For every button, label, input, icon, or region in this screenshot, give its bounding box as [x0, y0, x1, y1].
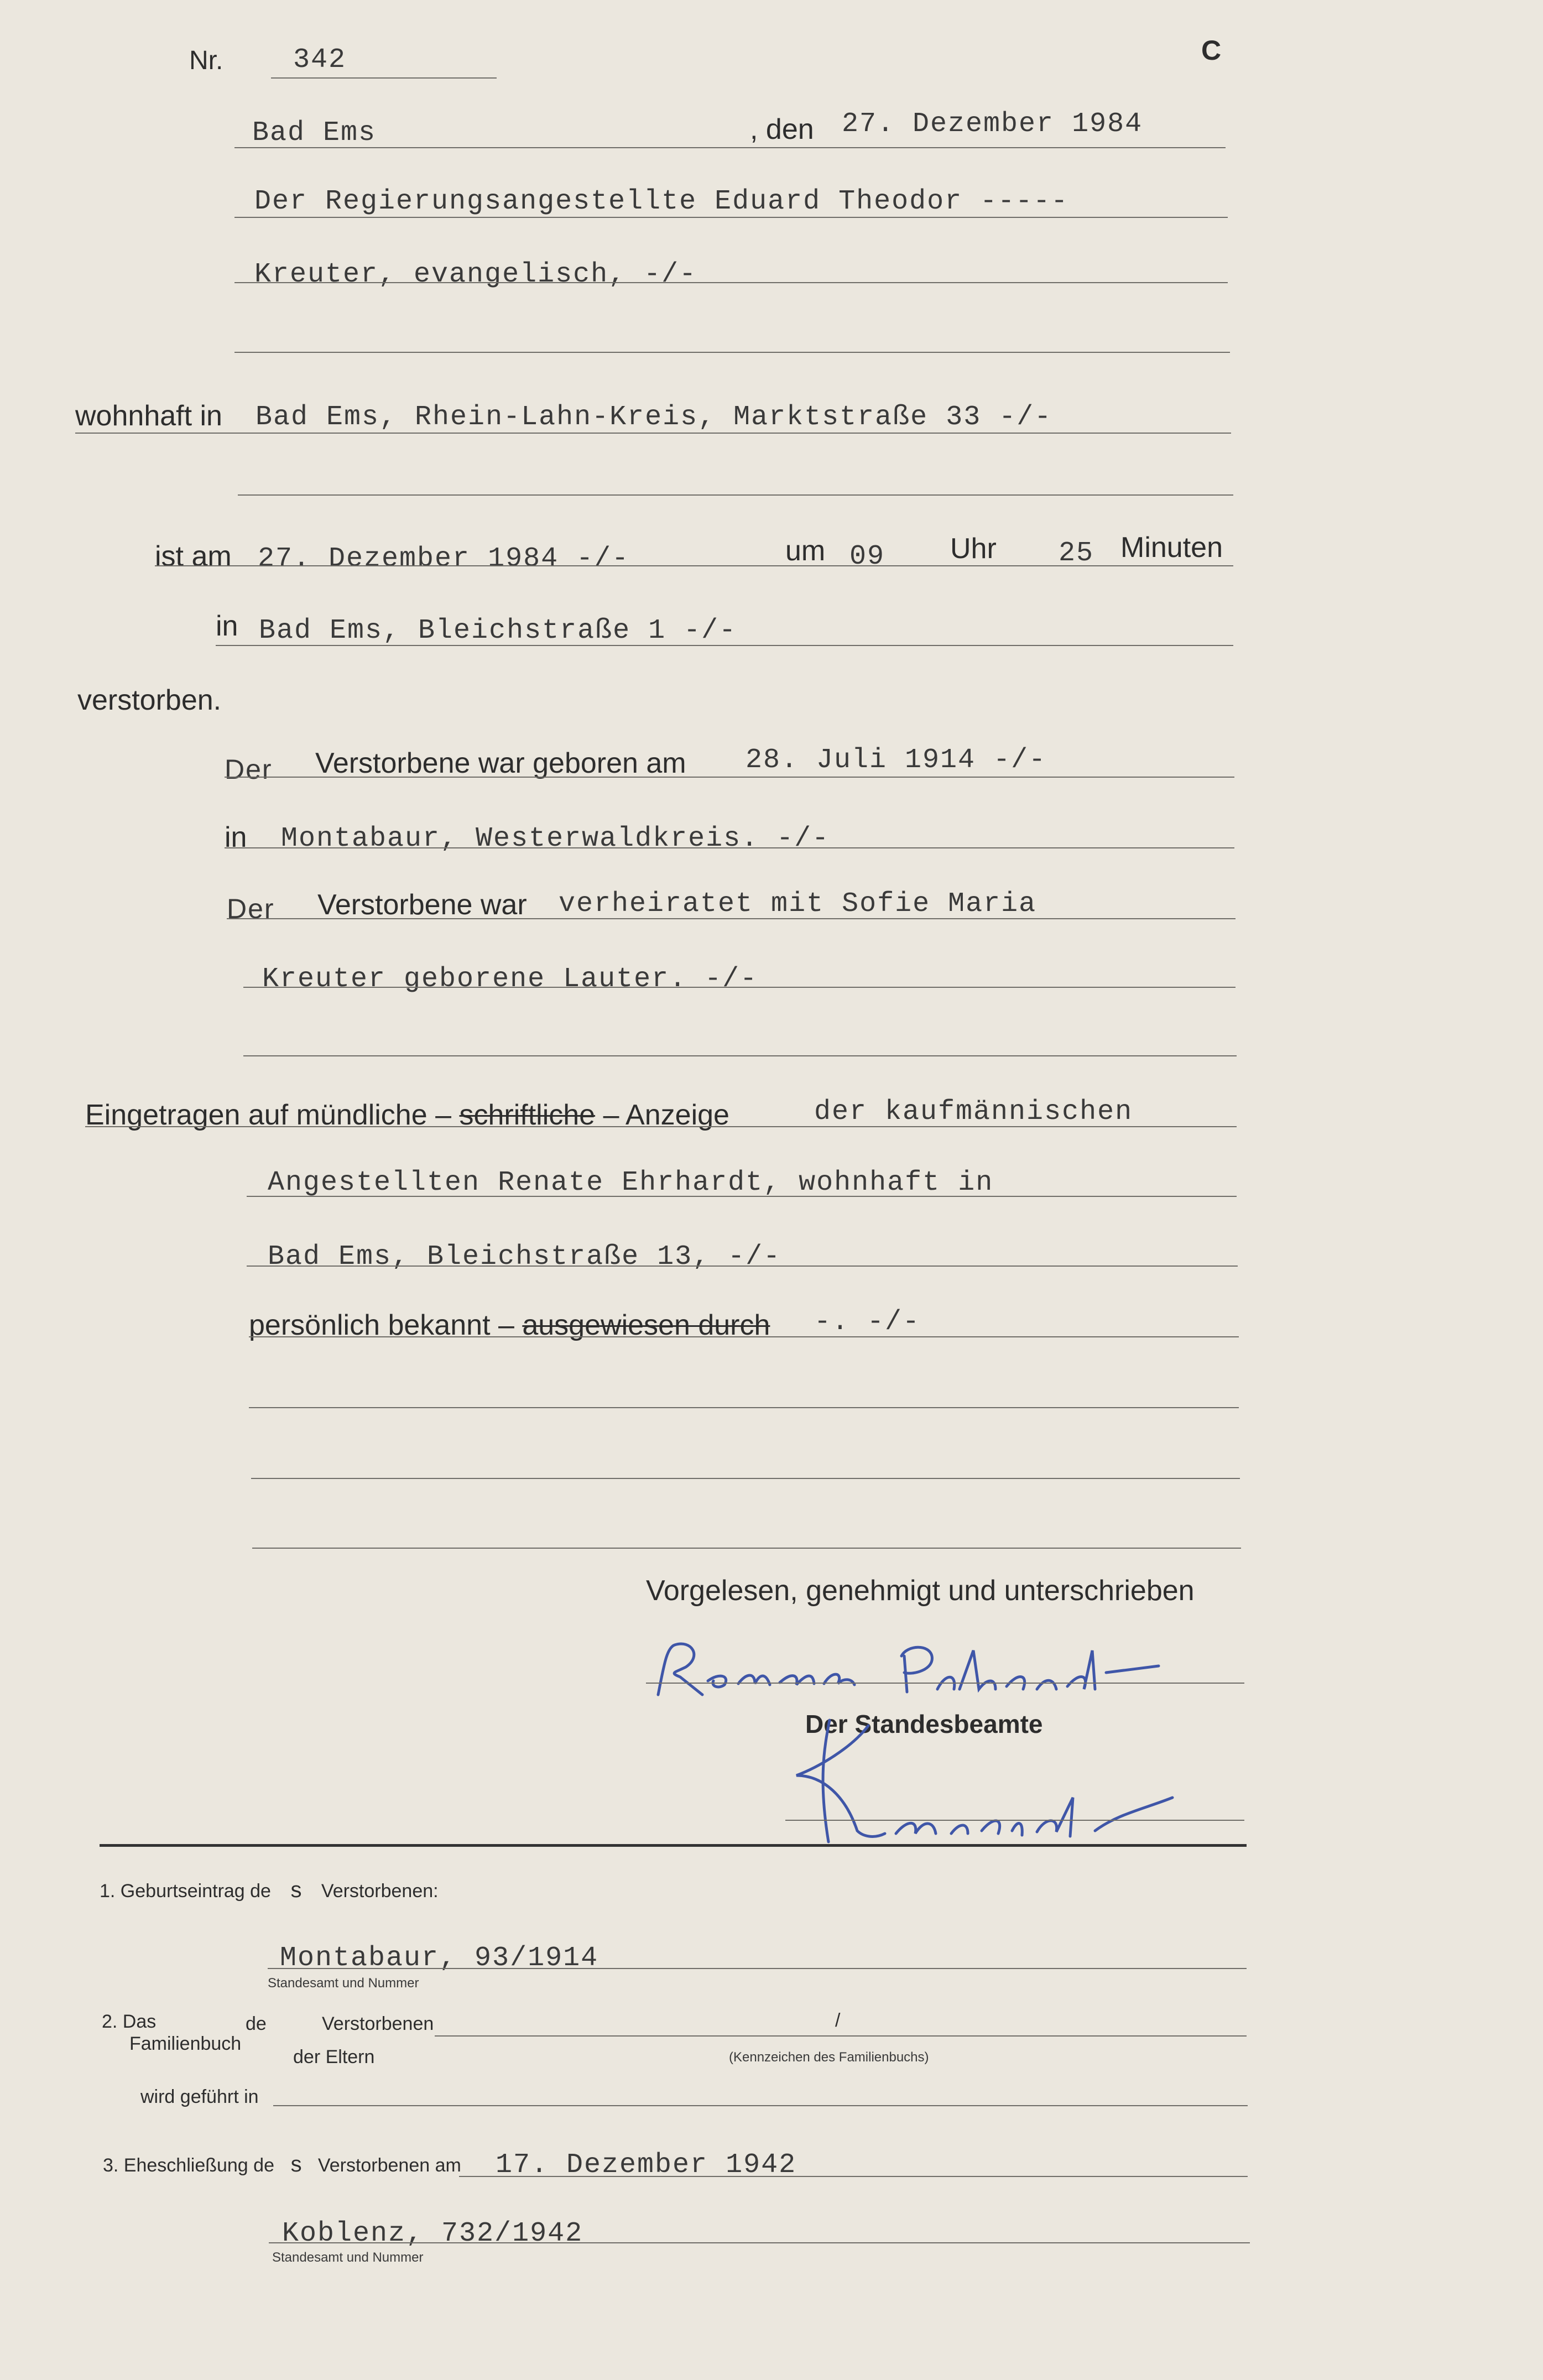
- known-underline: [249, 1336, 1239, 1337]
- item2-label-b: Familienbuch: [129, 2033, 242, 2054]
- blank-line-c: [252, 1548, 1241, 1549]
- death-date-underline: [155, 565, 1233, 566]
- informant-signature: [642, 1634, 1195, 1711]
- birth-date-underline: [225, 777, 1234, 778]
- marriage-value-line1: verheiratet mit Sofie Maria: [559, 888, 1037, 920]
- death-date-label: ist am: [155, 540, 232, 572]
- item3-date: 17. Dezember 1942: [496, 2149, 797, 2181]
- death-place-label: in: [216, 610, 238, 642]
- marriage-label: Verstorbene war: [317, 889, 527, 921]
- item2-option-eltern: der Eltern: [293, 2046, 375, 2067]
- hour-label: Uhr: [950, 533, 997, 565]
- item1-label-a: 1. Geburtseintrag de: [100, 1881, 271, 1902]
- item2-de: de: [246, 2013, 267, 2034]
- marriage-blank-line: [243, 1055, 1237, 1056]
- item3-label-b: Verstorbenen am: [317, 2155, 461, 2176]
- marriage-value-line2: Kreuter geborene Lauter. -/-: [262, 964, 758, 995]
- death-date-value: 27. Dezember 1984 -/-: [258, 543, 630, 575]
- person-line2: Kreuter, evangelisch, -/-: [254, 259, 697, 290]
- registration-label-end: – Anzeige: [603, 1099, 729, 1131]
- residence-underline: [75, 433, 1231, 434]
- person-line2-underline: [234, 282, 1228, 283]
- person-line1-underline: [234, 217, 1228, 218]
- known-value: -. -/-: [814, 1306, 921, 1338]
- blank-line-b: [251, 1478, 1240, 1479]
- birth-prefix: Der: [225, 754, 273, 785]
- death-place-underline: [216, 645, 1233, 646]
- minutes-label: Minuten: [1120, 532, 1223, 564]
- birth-label: Verstorbene war geboren am: [315, 747, 686, 779]
- residence-value: Bad Ems, Rhein-Lahn-Kreis, Marktstraße 33 -/-: [256, 402, 1052, 433]
- marriage-underline2: [243, 987, 1236, 988]
- item1-value: Montabaur, 93/1914: [280, 1942, 599, 1974]
- item2-slash: /: [835, 2010, 841, 2031]
- item3-label: [103, 2154, 461, 2179]
- item2-wird-underline: [273, 2105, 1248, 2106]
- informant-signature-line: [646, 1683, 1244, 1684]
- item2-label-a: 2. Das: [102, 2011, 157, 2032]
- date-label: , den: [750, 113, 814, 145]
- item2-underline: [435, 2035, 1247, 2037]
- registration-label-start: Eingetragen auf mündliche –: [85, 1099, 452, 1131]
- read-approved-text: Vorgelesen, genehmigt und unterschrieben: [646, 1575, 1195, 1607]
- known-label-text: persönlich bekannt –: [249, 1309, 514, 1341]
- birth-date-value: 28. Juli 1914 -/-: [746, 744, 1047, 776]
- blank-line: [234, 352, 1230, 353]
- registration-underline1: [85, 1126, 1237, 1127]
- date-value: 27. Dezember 1984: [842, 108, 1143, 140]
- item3-label-s: s: [289, 2154, 303, 2179]
- place-value: Bad Ems: [252, 117, 377, 149]
- date-underline: [234, 147, 1226, 148]
- registrar-signature-line: [785, 1820, 1244, 1821]
- registration-underline3: [247, 1265, 1238, 1267]
- birth-place-label: in: [225, 821, 247, 853]
- nr-underline: [271, 77, 497, 79]
- person-line1: Der Regierungsangestellte Eduard Theodor -----: [254, 186, 1069, 217]
- item3-caption: Standesamt und Nummer: [272, 2250, 424, 2265]
- item1-label-b: Verstorbenen:: [321, 1881, 439, 1902]
- birth-place-value: Montabaur, Westerwaldkreis. -/-: [281, 823, 830, 855]
- registration-value-line2: Angestellten Renate Ehrhardt, wohnhaft in: [268, 1167, 994, 1199]
- marriage-underline1: [227, 918, 1236, 919]
- time-label: um: [785, 535, 826, 567]
- item3-underline: [459, 2176, 1248, 2177]
- registrar-signature: [785, 1715, 1206, 1847]
- item1-underline: [268, 1968, 1247, 1969]
- residence-label: wohnhaft in: [75, 400, 222, 432]
- item3-value-underline: [269, 2242, 1250, 2243]
- residence-blank-line: [238, 494, 1233, 496]
- known-label-struck: ausgewiesen durch: [522, 1309, 770, 1341]
- footer-divider: [100, 1844, 1247, 1847]
- registration-value-line1: der kaufmännischen: [814, 1096, 1133, 1128]
- minutes-value: 25: [1059, 538, 1094, 569]
- death-place-value: Bad Ems, Bleichstraße 1 -/-: [259, 615, 737, 647]
- registration-value-line3: Bad Ems, Bleichstraße 13, -/-: [268, 1241, 781, 1273]
- registrar-label: Der Standesbeamte: [805, 1710, 1043, 1738]
- item2-wird-label: wird geführt in: [140, 2086, 259, 2107]
- registration-underline2: [247, 1196, 1237, 1197]
- registration-label-struck: schriftliche: [459, 1099, 596, 1131]
- birth-place-underline: [225, 847, 1234, 848]
- item2-option-verstorbenen: Verstorbenen: [322, 2013, 434, 2034]
- item2-caption: (Kennzeichen des Familienbuchs): [729, 2050, 929, 2065]
- item1-label: [100, 1879, 439, 1904]
- item3-label-a: 3. Eheschließung de: [103, 2155, 274, 2176]
- marriage-prefix: Der: [227, 893, 275, 924]
- corner-letter: C: [1201, 35, 1222, 66]
- nr-value: 342: [293, 44, 347, 76]
- blank-line-a: [249, 1407, 1239, 1408]
- item3-value: Koblenz, 732/1942: [282, 2218, 583, 2249]
- item1-caption: Standesamt und Nummer: [268, 1976, 419, 1991]
- nr-label: Nr.: [189, 46, 223, 75]
- hour-value: 09: [849, 541, 885, 572]
- verstorben-text: verstorben.: [77, 684, 222, 716]
- item1-label-s: s: [289, 1879, 303, 1904]
